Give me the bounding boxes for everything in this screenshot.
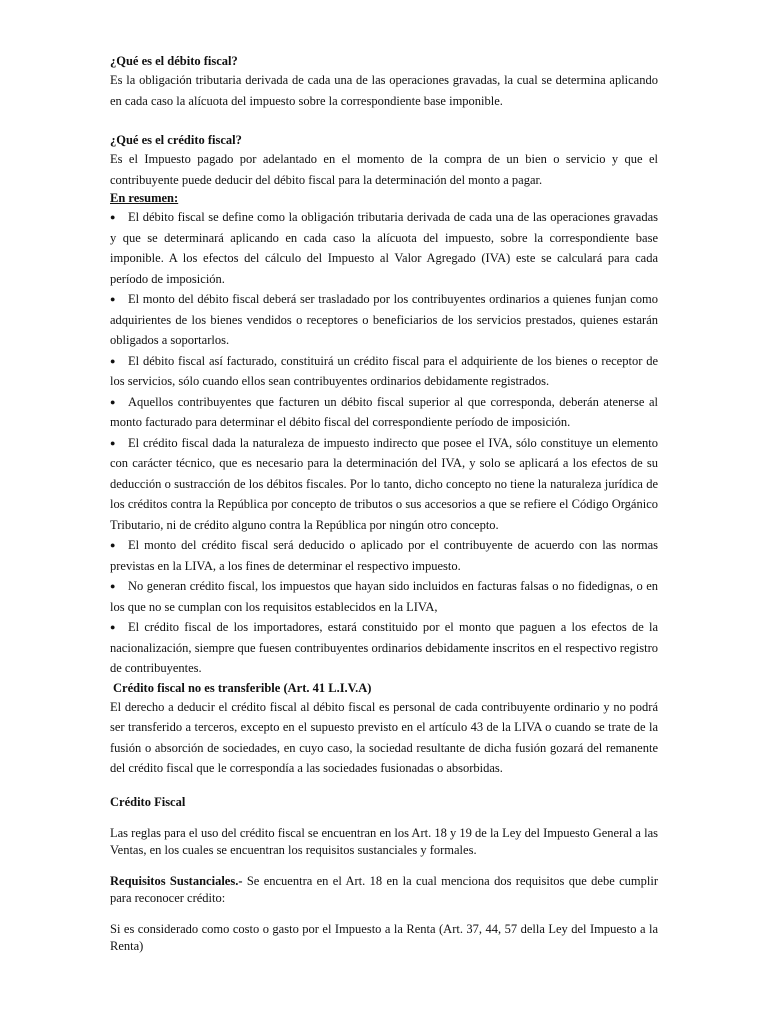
paragraph-requisitos [110, 873, 658, 907]
paragraph-credito-fiscal: Es el Impuesto pagado por adelantado en el momento de la compra de un bien o servicio y que el contribuyente puede deducir del débito fiscal para la determinación del monto a pagar. [110, 152, 658, 187]
bullet-icon: ● [110, 294, 116, 304]
heading-credito-fiscal: ¿Qué es el crédito fiscal? [110, 133, 242, 147]
list-item: ● No generan crédito fiscal, los impuestos que hayan sido incluidos en facturas falsas o no fidedignas, o en los que no se cumplan con los requisitos establecidos en la LIVA, [110, 576, 658, 617]
list-item: ● El débito fiscal se define como la obligación tributaria derivada de cada una de las operaciones gravadas y que se determinará aplicando en cada caso la alícuota del impuesto, sobre la correspondiente base imponible. A los efectos del cálculo del Impuesto al Valor Agregado (IVA) este se calculará para cada período de imposición. [110, 207, 658, 289]
heading-debito-fiscal: ¿Qué es el débito fiscal? [110, 54, 238, 68]
bullet-icon: ● [110, 212, 116, 222]
paragraph-debito-fiscal: Es la obligación tributaria derivada de cada una de las operaciones gravadas, la cual se determina aplicando en cada caso la alícuota del impuesto sobre la correspondiente base imponible. [110, 73, 658, 108]
bullet-icon: ● [110, 437, 116, 448]
bullet-icon: ● [110, 540, 116, 550]
list-item: ● Aquellos contribuyentes que facturen un débito fiscal superior al que corresponda, deberán atenerse al monto facturado para determinar el débito fiscal del correspondiente período de imposición. [110, 392, 658, 433]
list-item: ● El monto del débito fiscal deberá ser trasladado por los contribuyentes ordinarios a quienes funjan como adquirientes de los bienes vendidos o receptores o beneficiarios de los servicios prestados, quienes estarán obligados a soportarlos. [110, 289, 658, 351]
list-item: ● El crédito fiscal dada la naturaleza de impuesto indirecto que posee el IVA, sólo constituye un elemento con carácter técnico, que es necesario para la determinación del IVA, y solo se aplicará a los efectos de su deducción o sustracción de los débitos fiscales. Por lo tanto, dicho concepto no tiene la naturaleza jurídica de los créditos contra la República por concepto de tributos o sus accesorios a que se refiere el Código Orgánico Tributario, ni de crédito alguno contra la República por ningún otro concepto. [110, 433, 658, 536]
list-item: ● El débito fiscal así facturado, constituirá un crédito fiscal para el adquiriente de los bienes o receptor de los servicios, sólo cuando ellos sean contribuyentes ordinarios debidamente registrados. [110, 351, 658, 392]
heading-no-transferible: Crédito fiscal no es transferible (Art. 41 L.I.V.A) [113, 680, 372, 695]
summary-list [110, 207, 658, 679]
requisitos-label: Requisitos Sustanciales.- [110, 873, 243, 888]
requisitos-text: Se encuentra en el Art. 18 en la cual menciona dos requisitos que debe cumplir para reconocer crédito: [110, 873, 658, 905]
bullet-icon: ● [110, 622, 116, 632]
paragraph-no-transferible: El derecho a deducir el crédito fiscal al débito fiscal es personal de cada contribuyente ordinario y no podrá ser transferido a terceros, excepto en el supuesto previsto en el artículo 43 de la LIVA o cuando se trate de la fusión o absorción de sociedades, en cuyo caso, la sociedad resultante de dicha fusión gozará del remanente del crédito fiscal que le correspondía a las sociedades fusionadas o absorbidas. [110, 699, 658, 775]
paragraph-renta: Si es considerado como costo o gasto por el Impuesto a la Renta (Art. 37, 44, 57 della Ley del Impuesto a la Renta) [110, 921, 658, 953]
document-page [110, 52, 658, 955]
bullet-icon: ● [110, 396, 116, 407]
list-item: ● El crédito fiscal de los importadores, estará constituido por el monto que paguen a los efectos de la nacionalización, siempre que fuesen contribuyentes ordinarios debidamente inscritos en el respectivo registro de contribuyentes. [110, 617, 658, 679]
paragraph-credito-fiscal-reglas: Las reglas para el uso del crédito fiscal se encuentran en los Art. 18 y 19 de la Ley del Impuesto General a las Ventas, en los cuales se encuentran los requisitos sustanciales y formales. [110, 825, 658, 857]
bullet-icon: ● [110, 355, 116, 366]
heading-en-resumen: En resumen: [110, 191, 179, 205]
heading-credito-fiscal-reglas: Crédito Fiscal [110, 794, 186, 809]
bullet-icon: ● [110, 581, 116, 591]
list-item: ● El monto del crédito fiscal será deducido o aplicado por el contribuyente de acuerdo con las normas previstas en la LIVA, a los fines de determinar el respectivo impuesto. [110, 535, 658, 576]
